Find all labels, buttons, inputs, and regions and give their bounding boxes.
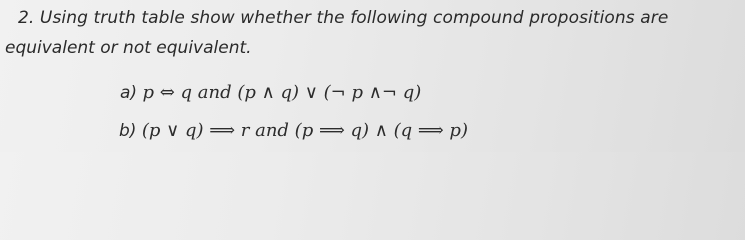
proposition-item-a xyxy=(120,82,421,103)
question-text-line-2: equivalent or not equivalent. xyxy=(5,38,252,58)
item-label-b: b) xyxy=(119,121,142,141)
proposition-expression-b: (p ∨ q) ⟹ r and (p ⟹ q) ∧ (q ⟹ p) xyxy=(141,120,468,141)
proposition-item-b xyxy=(119,120,468,141)
question-text-line-1: 2. Using truth table show whether the following compound propositions are xyxy=(18,8,669,28)
proposition-expression-a: p ⇔ q and (p ∧ q) ∨ (¬ p ∧¬ q) xyxy=(142,82,422,103)
item-label-a: a) xyxy=(120,83,143,103)
